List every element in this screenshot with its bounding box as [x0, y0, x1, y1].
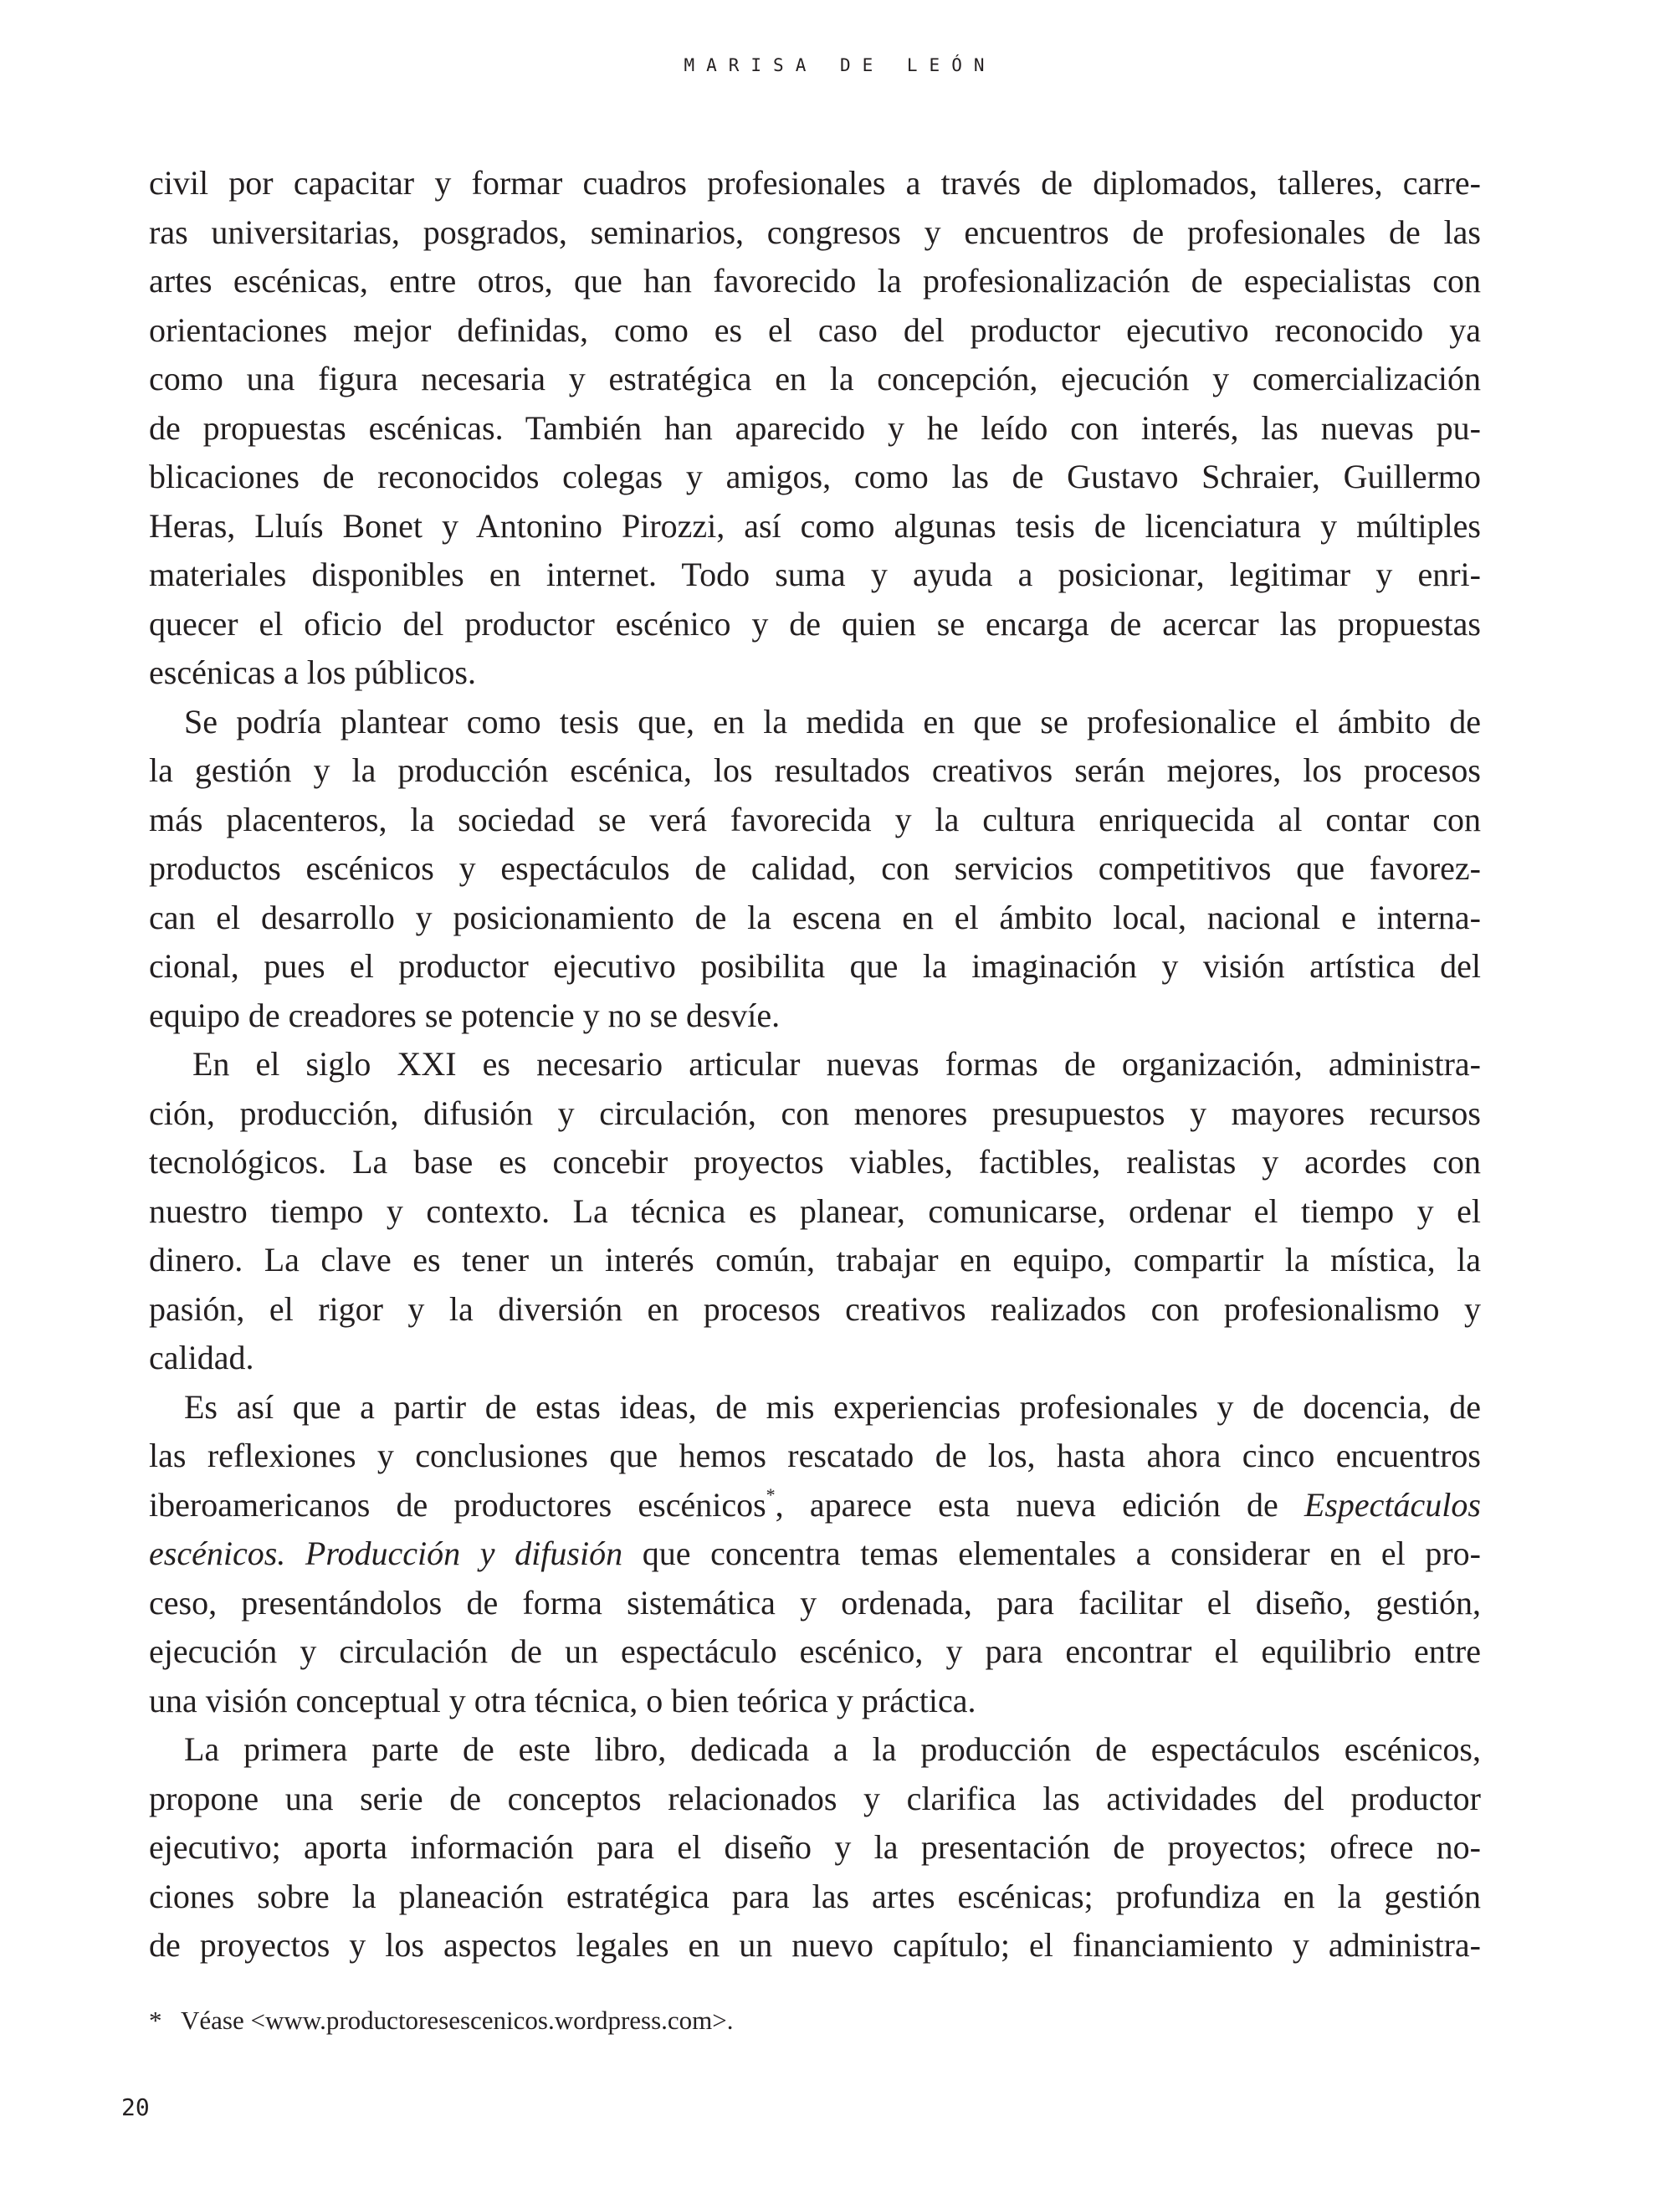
- running-head-author: MARISA DE LEÓN: [684, 55, 996, 75]
- text-line: la gestión y la producción escénica, los resultados creativos serán mejores, los procesos: [149, 751, 1481, 789]
- text-line: Heras, Lluís Bonet y Antonino Pirozzi, así como algunas tesis de licenciatura y múltiples: [149, 506, 1481, 545]
- text-line: más placenteros, la sociedad se verá favorecida y la cultura enriquecida al contar con: [149, 800, 1481, 838]
- text-line: ras universitarias, posgrados, seminarios, congresos y encuentros de profesionales de las: [149, 213, 1481, 251]
- text-line: ceso, presentándolos de forma sistemática y ordenada, para facilitar el diseño, gestión,: [149, 1583, 1481, 1622]
- text-line: ciones sobre la planeación estratégica para las artes escénicas; profundiza en la gestión: [149, 1877, 1481, 1915]
- text-run: , aparece esta nueva edición de: [775, 1485, 1304, 1524]
- text-line: materiales disponibles en internet. Todo suma y ayuda a posicionar, legitimar y enri-: [149, 556, 1481, 593]
- footnote: [149, 2004, 734, 2037]
- text-line: artes escénicas, entre otros, que han favorecido la profesionalización de especialistas con: [149, 262, 1481, 300]
- text-line: ejecutivo; aporta información para el diseño y la presentación de proyectos; ofrece no-: [149, 1828, 1481, 1866]
- text-line: [149, 1481, 1481, 1530]
- book-title-italic: escénicos. Producción y difusión: [149, 1535, 623, 1572]
- text-line: Es así que a partir de estas ideas, de mis experiencias profesionales y de docencia, de: [184, 1387, 1481, 1426]
- text-line: una visión conceptual y otra técnica, o bien teórica y práctica.: [149, 1681, 976, 1719]
- text-line: como una figura necesaria y estratégica en la concepción, ejecución y comercialización: [149, 360, 1481, 397]
- text-line: ejecución y circulación de un espectáculo escénico, y para encontrar el equilibrio entre: [149, 1632, 1481, 1670]
- text-line: tecnológicos. La base es concebir proyectos viables, factibles, realistas y acordes con: [149, 1143, 1481, 1181]
- footnote-mark: *: [149, 2006, 162, 2035]
- text-line: cional, pues el productor ejecutivo posibilita que la imaginación y visión artística del: [149, 947, 1481, 985]
- text-run: que concentra temas elementales a considerar en el pro-: [622, 1535, 1482, 1572]
- paragraph-1: [149, 159, 1481, 698]
- book-title-italic: Espectáculos: [1304, 1485, 1481, 1524]
- text-line: productos escénicos y espectáculos de calidad, con servicios competitivos que favorez-: [149, 849, 1481, 887]
- text-line: pasión, el rigor y la diversión en procesos creativos realizados con profesionalismo y: [149, 1289, 1481, 1328]
- text-line: equipo de creadores se potencie y no se desvíe.: [149, 996, 781, 1034]
- paragraph-4: [149, 1383, 1481, 1726]
- text-line: quecer el oficio del productor escénico y de quien se encarga de acercar las propuestas: [149, 604, 1481, 643]
- paragraph-5: [149, 1725, 1481, 1970]
- footnote-reference[interactable]: *: [766, 1483, 776, 1505]
- text-line: dinero. La clave es tener un interés común, trabajar en equipo, compartir la mística, la: [149, 1241, 1481, 1278]
- text-line: escénicas a los públicos.: [149, 653, 476, 691]
- text-line: civil por capacitar y formar cuadros profesionales a través de diplomados, talleres, carre-: [149, 164, 1481, 202]
- paragraph-3: [149, 1040, 1481, 1383]
- text-line: En el siglo XXI es necesario articular nuevas formas de organización, administra-: [192, 1045, 1481, 1083]
- text-line: La primera parte de este libro, dedicada a la producción de espectáculos escénicos,: [184, 1730, 1481, 1768]
- text-line: blicaciones de reconocidos colegas y amigos, como las de Gustavo Schraier, Guillermo: [149, 458, 1481, 495]
- text-line: ción, producción, difusión y circulación, con menores presupuestos y mayores recursos: [149, 1094, 1481, 1132]
- text-line: Se podría plantear como tesis que, en la medida en que se profesionalice el ámbito de: [184, 702, 1481, 740]
- text-line: de propuestas escénicas. También han aparecido y he leído con interés, las nuevas pu-: [149, 408, 1481, 447]
- text-line: nuestro tiempo y contexto. La técnica es planear, comunicarse, ordenar el tiempo y el: [149, 1191, 1481, 1230]
- text-line: propone una serie de conceptos relacionados y clarifica las actividades del productor: [149, 1779, 1481, 1817]
- text-line: can el desarrollo y posicionamiento de la escena en el ámbito local, nacional e interna-: [149, 898, 1481, 936]
- text-line: de proyectos y los aspectos legales en un nuevo capítulo; el financiamiento y administra-: [149, 1926, 1481, 1964]
- text-line: calidad.: [149, 1339, 254, 1376]
- text-line: las reflexiones y conclusiones que hemos rescatado de los, hasta ahora cinco encuentros: [149, 1437, 1481, 1474]
- text-line: orientaciones mejor definidas, como es el caso del productor ejecutivo reconocido ya: [149, 310, 1481, 349]
- text-run: iberoamericanos de productores escénicos: [149, 1485, 766, 1524]
- text-line: [149, 1529, 1481, 1579]
- footnote-text: Véase <www.productoresescenicos.wordpress.com>.: [181, 2006, 734, 2035]
- body-text: [149, 159, 1481, 1970]
- page-number: 20: [121, 2093, 150, 2121]
- paragraph-2: [149, 698, 1481, 1041]
